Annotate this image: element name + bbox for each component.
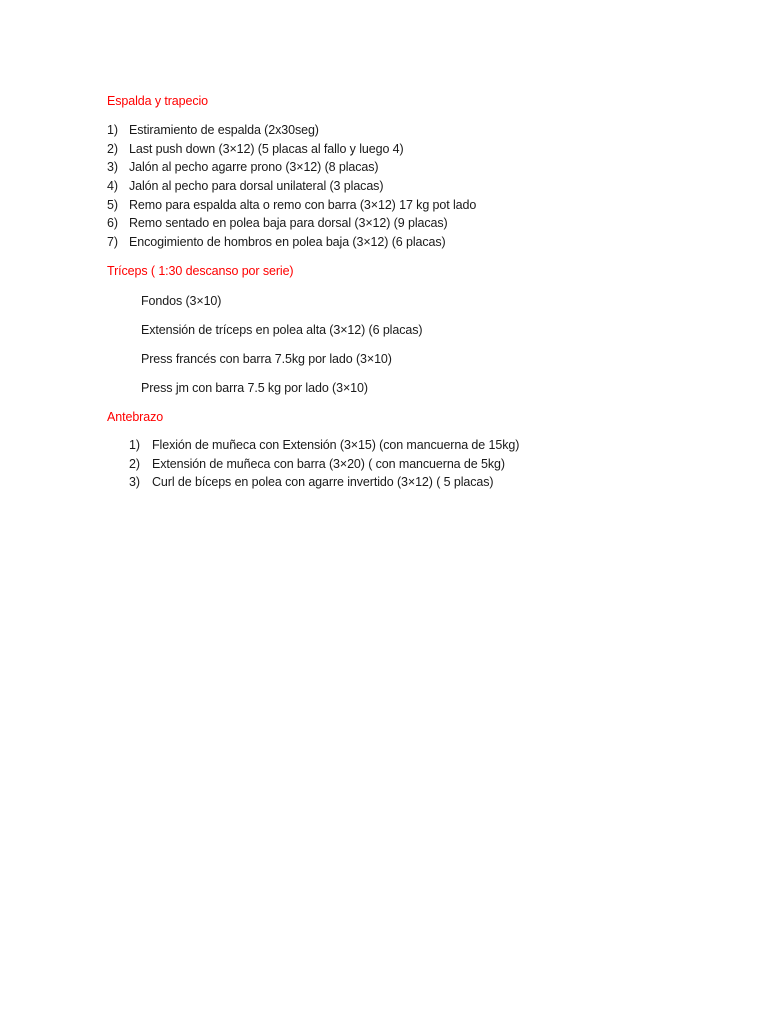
list-item-number: 3) [129,475,140,490]
list-item-text: Flexión de muñeca con Extensión (3×15) (con mancuerna de 15kg) [152,438,520,452]
list-item-text: Remo sentado en polea baja para dorsal (3×12) (9 placas) [129,216,448,231]
list-item-text: Jalón al pecho para dorsal unilateral (3 placas) [129,178,384,193]
section-heading-triceps: Tríceps ( 1:30 descanso por serie) [107,264,294,278]
list-item-text: Curl de bíceps en polea con agarre invertido (3×12) ( 5 placas) [152,475,494,490]
list-item-number: 7) [107,234,118,249]
list-item-number: 1) [129,438,140,452]
list-item-number: 4) [107,178,118,193]
list-item-text: Jalón al pecho agarre prono (3×12) (8 placas) [129,160,379,175]
list-item-text: Estiramiento de espalda (2x30seg) [129,123,319,137]
triceps-exercise: Fondos (3×10) [141,294,222,308]
list-item-number: 3) [107,160,118,175]
triceps-exercise: Press francés con barra 7.5kg por lado (3×10) [141,352,392,366]
triceps-exercise: Press jm con barra 7.5 kg por lado (3×10) [141,381,368,395]
section-heading-antebrazo: Antebrazo [107,410,164,424]
list-item-number: 2) [129,456,140,471]
list-item-number: 5) [107,197,118,212]
triceps-exercise: Extensión de tríceps en polea alta (3×12) (6 placas) [141,323,423,337]
section-heading-espalda: Espalda y trapecio [107,94,209,108]
list-item-number: 1) [107,123,118,137]
list-item-text: Extensión de muñeca con barra (3×20) ( con mancuerna de 5kg) [152,456,505,471]
list-item-text: Last push down (3×12) (5 placas al fallo y luego 4) [129,141,404,156]
list-item-text: Encogimiento de hombros en polea baja (3×12) (6 placas) [129,234,446,249]
list-item-number: 6) [107,216,118,231]
list-item-number: 2) [107,141,118,156]
list-item-text: Remo para espalda alta o remo con barra (3×12) 17 kg pot lado [129,197,477,212]
